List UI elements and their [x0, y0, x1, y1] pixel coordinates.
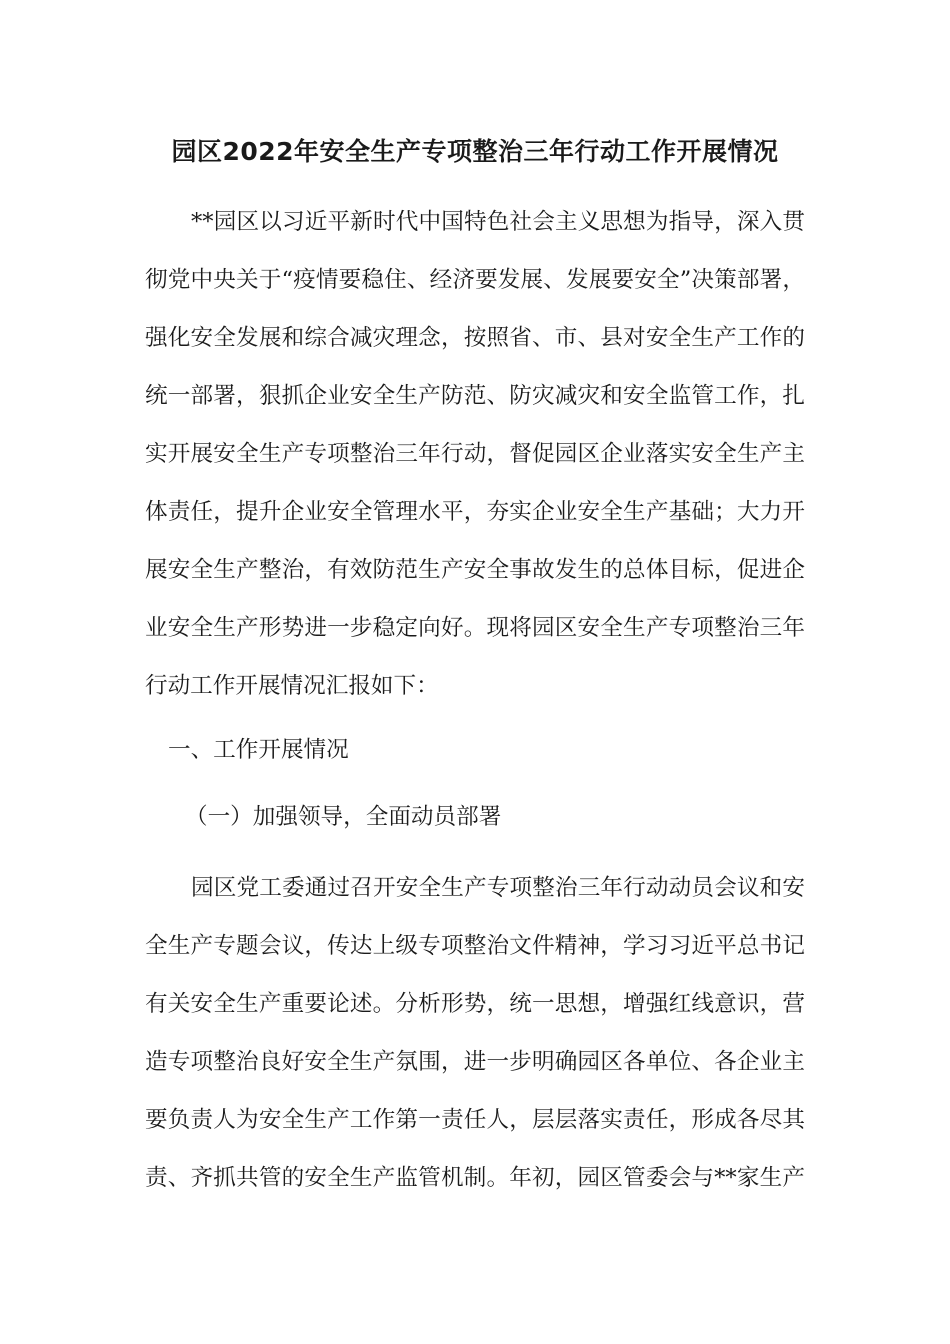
body-line-3: 有关安全生产重要论述。分析形势，统一思想，增强红线意识，营	[145, 991, 805, 1017]
body-line-2: 全生产专题会议，传达上级专项整治文件精神，学习习近平总书记	[145, 933, 805, 959]
intro-line-1: **园区以习近平新时代中国特色社会主义思想为指导，深入贯	[191, 209, 805, 235]
subsection-heading: （一）加强领导，全面动员部署	[185, 804, 502, 830]
intro-line-3: 强化安全发展和综合减灾理念，按照省、市、县对安全生产工作的	[145, 325, 805, 351]
intro-line-7: 展安全生产整治，有效防范生产安全事故发生的总体目标，促进企	[145, 557, 805, 583]
intro-line-6: 体责任，提升企业安全管理水平，夯实企业安全生产基础；大力开	[145, 499, 805, 525]
section-heading: 一、工作开展情况	[168, 737, 349, 763]
intro-line-4: 统一部署，狠抓企业安全生产防范、防灾减灾和安全监管工作，扎	[145, 383, 805, 409]
intro-line-5: 实开展安全生产专项整治三年行动，督促园区企业落实安全生产主	[145, 441, 805, 467]
body-line-5: 要负责人为安全生产工作第一责任人，层层落实责任，形成各尽其	[145, 1107, 805, 1133]
intro-line-9: 行动工作开展情况汇报如下：	[145, 673, 439, 699]
body-line-4: 造专项整治良好安全生产氛围，进一步明确园区各单位、各企业主	[145, 1049, 805, 1075]
body-line-1: 园区党工委通过召开安全生产专项整治三年行动动员会议和安	[191, 875, 805, 901]
intro-line-2: 彻党中央关于“疫情要稳住、经济要发展、发展要安全”决策部署，	[145, 267, 805, 293]
intro-line-8: 业安全生产形势进一步稳定向好。现将园区安全生产专项整治三年	[145, 615, 805, 641]
document-title: 园区2022年安全生产专项整治三年行动工作开展情况	[171, 137, 779, 166]
body-line-6: 责、齐抓共管的安全生产监管机制。年初，园区管委会与**家生产	[145, 1165, 805, 1191]
